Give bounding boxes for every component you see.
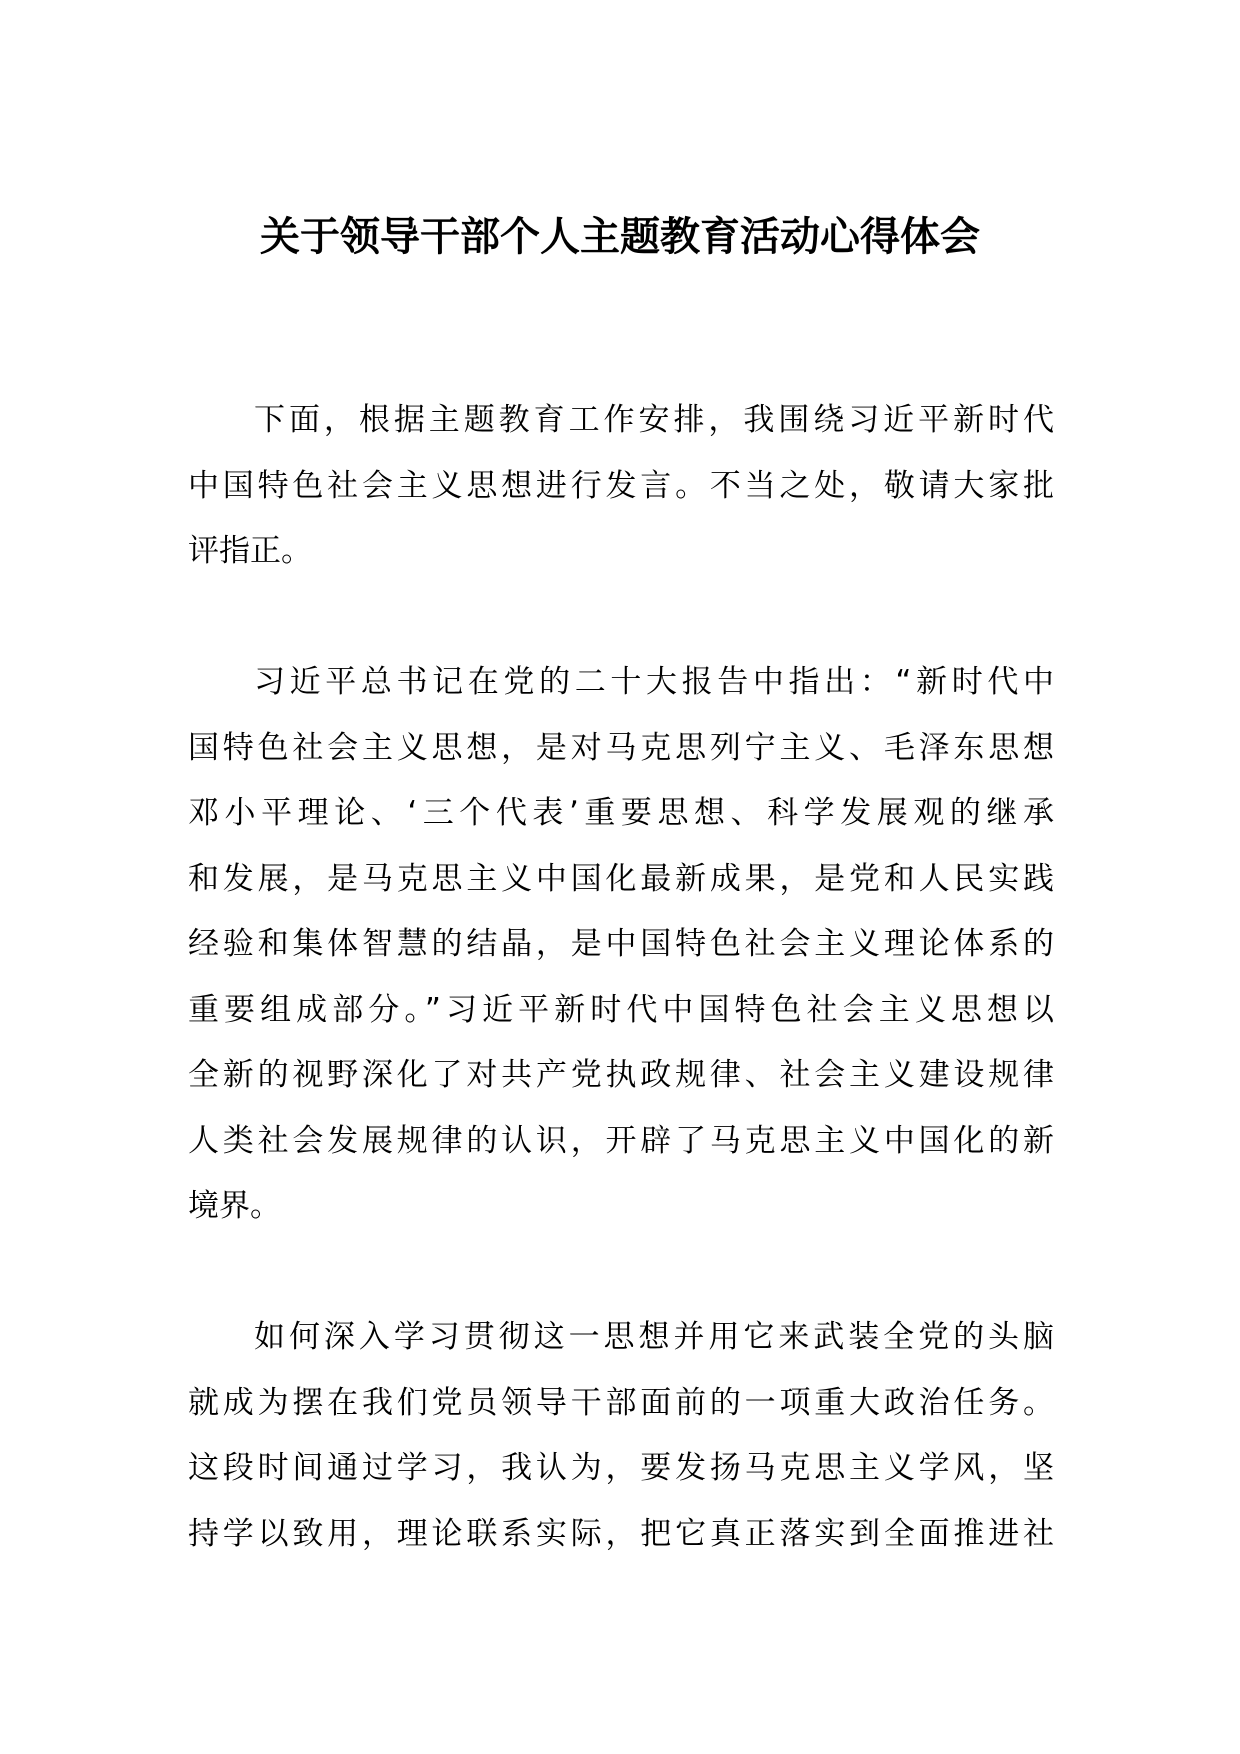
text-line: 经验和集体智慧的结晶，是中国特色社会主义理论体系的 [188,926,1054,962]
text-line: 就成为摆在我们党员领导干部面前的一项重大政治任务。 [188,1384,1054,1421]
text-line: 和发展，是马克思主义中国化最新成果，是党和人民实践 [188,860,1054,897]
text-line: 中国特色社会主义思想进行发言。不当之处，敬请大家批 [188,467,1054,504]
text-line: 境界。 [188,1188,281,1224]
document-body [188,388,1054,1567]
paragraph-2 [188,650,1054,1240]
document-title: 关于领导干部个人主题教育活动心得体会 [260,214,980,260]
text-line: 这段时间通过学习，我认为，要发扬马克思主义学风，坚 [188,1450,1054,1486]
text-line: 如何深入学习贯彻这一思想并用它来武装全党的头脑 [254,1319,1054,1355]
text-line: 持学以致用，理论联系实际，把它真正落实到全面推进社 [188,1515,1054,1552]
text-line: 邓小平理论、‘三个代表’重要思想、科学发展观的继承 [188,795,1054,831]
text-line: 下面，根据主题教育工作安排，我围绕习近平新时代 [254,402,1054,438]
text-line: 全新的视野深化了对共产党执政规律、社会主义建设规律 [188,1057,1054,1093]
text-line: 重要组成部分。”习近平新时代中国特色社会主义思想以 [188,991,1054,1028]
paragraph-1 [188,388,1054,585]
paragraph-3 [188,1305,1054,1567]
text-line: 评指正。 [188,533,312,569]
text-line: 国特色社会主义思想，是对马克思列宁主义、毛泽东思想 [188,729,1054,766]
text-line: 习近平总书记在党的二十大报告中指出：“新时代中 [254,664,1054,700]
text-line: 人类社会发展规律的认识，开辟了马克思主义中国化的新 [188,1122,1054,1159]
